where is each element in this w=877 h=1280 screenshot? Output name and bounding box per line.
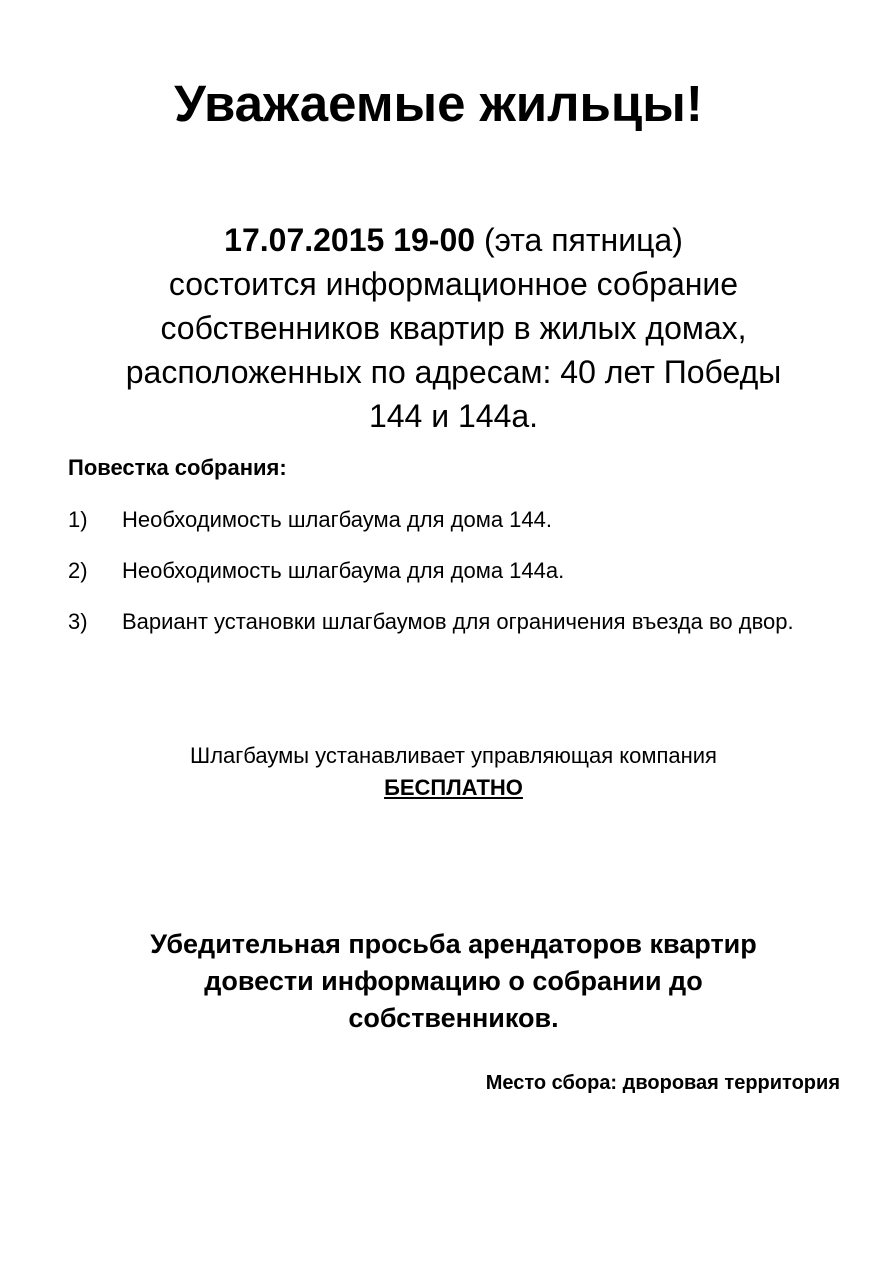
meeting-place: Место сбора: дворовая территория — [485, 1072, 840, 1094]
agenda-heading: Повестка собрания: — [68, 455, 287, 480]
agenda-item-number: 3) — [68, 609, 88, 634]
agenda-list — [68, 503, 840, 656]
free-of-charge: БЕСПЛАТНО — [384, 775, 523, 800]
announcement-line: собственников квартир в жилых домах, — [160, 310, 747, 346]
announcement-line: расположенных по адресам: 40 лет Победы — [125, 354, 782, 390]
request-line: Убедительная просьба арендаторов квартир — [150, 929, 757, 959]
meeting-datetime: 17.07.2015 19-00 — [224, 222, 476, 258]
meeting-announcement — [40, 218, 867, 438]
agenda-item-text: Необходимость шлагбаума для дома 144. — [122, 507, 552, 532]
agenda-item — [68, 554, 840, 587]
request-line: собственников. — [348, 1003, 559, 1033]
request-line: довести информацию о собрании до — [204, 966, 703, 996]
announcement-line-datetime — [40, 218, 867, 262]
agenda-item-text: Вариант установки шлагбаумов для ограничения въезда во двор. — [122, 609, 794, 634]
announcement-line: 144 и 144а. — [368, 398, 539, 434]
agenda-item-text: Необходимость шлагбаума для дома 144а. — [122, 558, 565, 583]
tenant-request — [40, 926, 867, 1037]
notice-title: Уважаемые жильцы! — [174, 75, 703, 132]
agenda-item — [68, 503, 840, 536]
agenda-item-number: 1) — [68, 507, 88, 532]
meeting-day-note: (эта пятница) — [483, 222, 683, 258]
barriers-note — [40, 740, 867, 804]
announcement-line: состоится информационное собрание — [168, 266, 739, 302]
agenda-item — [68, 605, 840, 638]
agenda-item-number: 2) — [68, 558, 88, 583]
barriers-text: Шлагбаумы устанавливает управляющая компания — [190, 743, 717, 768]
